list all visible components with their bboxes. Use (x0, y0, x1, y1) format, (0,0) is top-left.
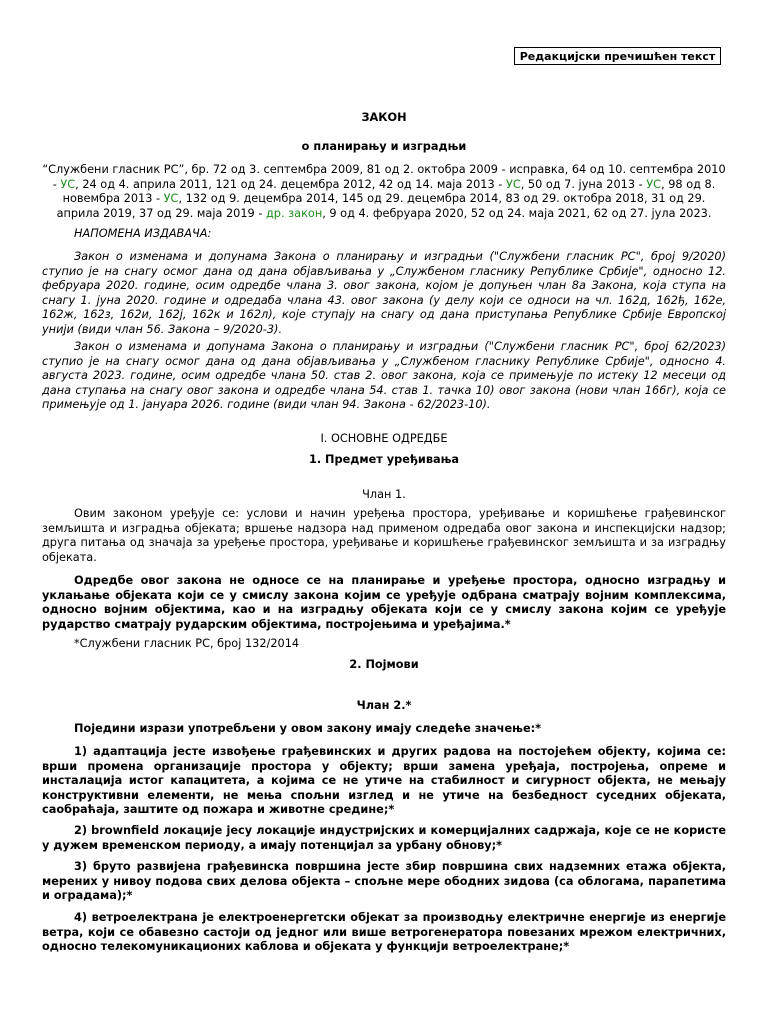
definition-item-3 (42, 860, 726, 904)
redacted-text-badge: Редакцијски пречишћен текст (514, 47, 721, 65)
us-link[interactable]: УС (646, 177, 662, 191)
gazette-text: , 50 од 7. јуна 2013 - (520, 177, 647, 191)
subsection-heading: 1. Предмет уређивања (308, 453, 460, 466)
publisher-note-heading: НАПОМЕНА ИЗДАВАЧА: (74, 227, 212, 240)
definition-text: 3) бруто развијена грађевинска површина јесте збир површина свих надземних етажа објекта, мерених у нивоу подова свих делова објекта – спољне мере ободних зидова (са облогама, парапетима и оградама);* (42, 860, 726, 902)
article1-paragraph-2 (42, 574, 726, 632)
us-link[interactable]: УС (163, 192, 179, 205)
article-heading: Члан 2.* (356, 699, 412, 712)
other-law-link[interactable]: др. закон (266, 206, 323, 220)
definition-text: 1) адаптација јесте извођење грађевинских и других радова на постојећем објекту, којима се: врши промена организације простора у објекту; врши замена уређаја, постројења, опреме и инсталација истог капацитета, а којима се не утиче на стабилност и сигурност објекта, не мењају конструктивни елементи, не мења спољни изглед и не утиче на безбедност суседних објеката, саобраћаја, заштите од пожара и животне средине;* (42, 745, 726, 816)
section-heading: I. ОСНОВНЕ ОДРЕДБЕ (320, 432, 448, 445)
gazette-text: , 98 од 8. новембра 2013 - (62, 177, 716, 205)
note-paragraph: Закон о изменама и допунама Закона о планирању и изградњи ("Службени гласник РС", број 9/2020) ступио је на снагу осмог дана од дана објављивања у „Службеном гласнику Републике Србије", односно 12. фебруара 2020. године, осим одредбе члана 3. овог закона, којом је допуњен члан 8а Закона, која ступа на снагу 1. јуна 2020. године и одредаба члана 43. овог закона (у делу који се односи на чл. 162д, 162ђ, 162е, 162ж, 162з, 162и, 162ј, 162к и 162л), које ступају на снагу од дана приступања Републике Србије Европској унији (види члан 56. Закона – 9/2020-3). (42, 250, 726, 336)
law-title: ЗАКОН (361, 111, 407, 124)
gazette-text: , 9 од 4. фебруара 2020, 52 од 24. маја 2021, 62 од 27. јула 2023. (322, 206, 712, 220)
gazette-references (42, 163, 726, 221)
gazette-text: , 24 од 4. априла 2011, 121 од 24. децембра 2012, 42 од 14. маја 2013 - (75, 177, 506, 191)
article1-paragraph-1 (42, 507, 726, 565)
paragraph-text: Овим законом уређује се: услови и начин уређења простора, уређивање и коришћење грађевинског земљишта и изградња објеката; вршење надзора над применом одредаба овог закона и инспекцијски надзор; друга питања од значаја за уређење простора, уређивање и коришћење грађевинског земљишта и за изградњу објеката. (42, 507, 726, 564)
definition-item-1 (42, 745, 726, 818)
law-subtitle: о планирању и изградњи (301, 140, 467, 153)
gazette-text: “Службени гласник РС”, бр. 72 од 3. септембра 2009, 81 од 2. октобра 2009 - исправка, 64 од 10. септембра 2010 - (42, 163, 726, 191)
definition-item-4 (42, 911, 726, 955)
publisher-note-1 (42, 250, 726, 337)
subsection-heading: 2. Појмови (349, 658, 419, 671)
footnote: *Службени гласник РС, број 132/2014 (74, 637, 300, 650)
definition-text: 2) brownfield локације јесу локације индустријских и комерцијалних садржаја, које се не користе у дужем временском периоду, а имају потенцијал за урбану обнову;* (42, 824, 726, 852)
paragraph-text: Одредбе овог закона не односе се на планирање и уређење простора, односно изградњу и уклањање објеката који се у смислу закона којим се уређује одбрана сматрају војним комплексима, односно војним објектима, као и на изградњу објеката који се у смислу закона којим се уређује рударство сматрају рударским објектима, постројењима и уређајима.* (42, 574, 726, 631)
article-heading: Члан 1. (362, 488, 406, 501)
article2-intro: Поједини изрази употребљени у овом закону имају следеће значење:* (74, 722, 542, 735)
publisher-note-2 (42, 340, 726, 413)
definition-item-2 (42, 824, 726, 853)
us-link[interactable]: УС (60, 177, 76, 191)
note-paragraph: Закон о изменама и допунама Закона о планирању и изградњи ("Службени гласник РС", број 62/2023) ступио је на снагу осмог дана од дана објављивања у „Службеном гласнику Републике Србије", односно 4. августа 2023. године, осим одредбе члана 50. став 2. овог закона, која се примењује по истеку 12 месеци од дана ступања на снагу овог закона и одредбе члана 54. став 1. тачка 10) овог закона (нови члан 166г), која се примењује од 1. јануара 2026. године (види члан 94. Закона - 62/2023-10). (42, 340, 726, 411)
definition-text: 4) ветроелектрана је електроенергетски објекат за производњу електричне енергије из енергије ветра, који се обавезно састоји од једног или више ветрогенератора повезаних мрежом електричних, односно телекомуникационих каблова и објеката у функцији ветроелектране;* (42, 911, 726, 953)
gazette-text: , 132 од 9. децембра 2014, 145 од 29. децембра 2014, 83 од 29. октобра 2018, 31 од 29. априла 2019, 37 од 29. маја 2019 - (56, 192, 706, 220)
us-link[interactable]: УС (505, 177, 521, 191)
